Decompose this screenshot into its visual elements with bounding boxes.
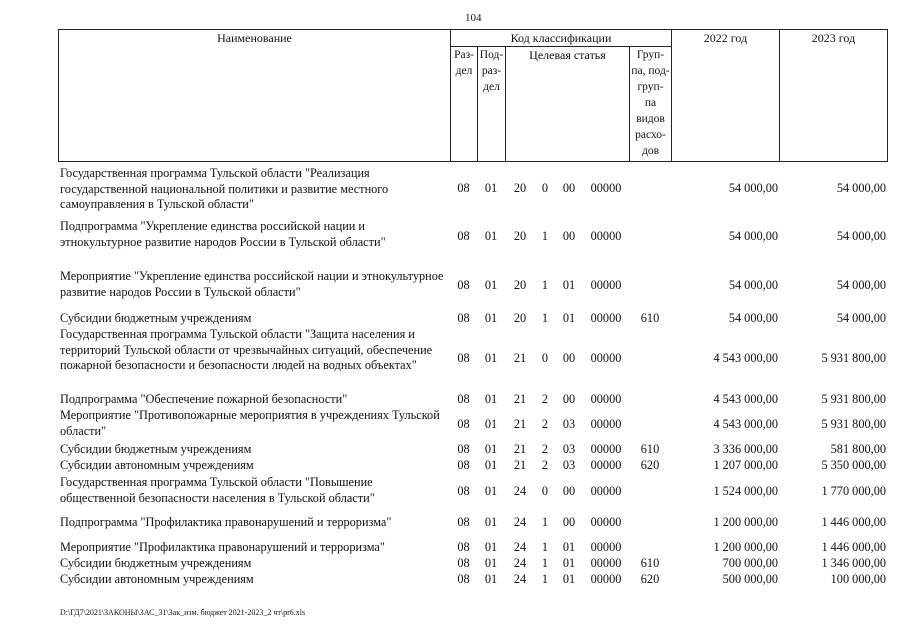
- header-classification: Код классификации: [451, 30, 672, 47]
- row-section: 08: [457, 351, 470, 365]
- row-amount-2023: 1 446 000,00: [821, 515, 886, 529]
- row-amount-2023: 54 000,00: [836, 311, 886, 325]
- row-program: 24: [513, 556, 527, 570]
- row-measure: 01: [562, 572, 576, 586]
- header-target-article: Целевая статья: [506, 47, 630, 162]
- row-section: 08: [457, 229, 470, 243]
- row-subsection: 01: [484, 484, 498, 498]
- row-measure: 01: [562, 278, 576, 292]
- table-header: [58, 29, 888, 162]
- row-direction: 00000: [590, 540, 622, 554]
- row-direction: 00000: [590, 351, 622, 365]
- row-program: 24: [513, 540, 527, 554]
- row-name: Государственная программа Тульской области "Защита населения и территорий Тульской области от чрезвычайных ситуаций, обеспечение пожарной безопасности и безопасности людей на водных объектах": [60, 327, 433, 372]
- row-direction: 00000: [590, 392, 622, 406]
- row-name: Мероприятие "Противопожарные мероприятия в учреждениях Тульской области": [60, 408, 440, 438]
- row-section: 08: [457, 278, 470, 292]
- row-subprogram: 2: [541, 458, 549, 472]
- row-subprogram: 1: [541, 311, 549, 325]
- row-program: 20: [513, 311, 527, 325]
- header-expense-group: Груп- па, под- груп- па видов расхо- дов: [630, 47, 672, 162]
- row-amount-2022: 500 000,00: [722, 572, 778, 586]
- row-expense-group: 610: [640, 556, 660, 570]
- row-amount-2023: 54 000,00: [836, 229, 886, 243]
- row-expense-group: 620: [640, 458, 660, 472]
- row-direction: 00000: [590, 458, 622, 472]
- row-subprogram: 1: [541, 229, 549, 243]
- row-section: 08: [457, 540, 470, 554]
- row-program: 21: [513, 458, 527, 472]
- row-amount-2023: 54 000,00: [836, 181, 886, 195]
- row-measure: 01: [562, 311, 576, 325]
- row-section: 08: [457, 556, 470, 570]
- row-direction: 00000: [590, 229, 622, 243]
- row-subprogram: 1: [541, 278, 549, 292]
- row-subsection: 01: [484, 278, 498, 292]
- header-year-2023: 2023 год: [780, 30, 888, 162]
- row-amount-2023: 100 000,00: [830, 572, 886, 586]
- row-section: 08: [457, 458, 470, 472]
- row-section: 08: [457, 572, 470, 586]
- row-direction: 00000: [590, 417, 622, 431]
- row-direction: 00000: [590, 572, 622, 586]
- row-name: Субсидии бюджетным учреждениям: [60, 311, 252, 325]
- row-subsection: 01: [484, 311, 498, 325]
- row-amount-2023: 581 800,00: [830, 442, 886, 456]
- row-program: 21: [513, 417, 527, 431]
- row-subsection: 01: [484, 540, 498, 554]
- row-direction: 00000: [590, 515, 622, 529]
- row-program: 24: [513, 515, 527, 529]
- row-section: 08: [457, 484, 470, 498]
- row-amount-2023: 1 770 000,00: [821, 484, 886, 498]
- row-subsection: 01: [484, 556, 498, 570]
- row-amount-2023: 5 931 800,00: [821, 392, 886, 406]
- row-measure: 00: [562, 229, 576, 243]
- row-subprogram: 1: [541, 515, 549, 529]
- row-program: 24: [513, 484, 527, 498]
- header-name: Наименование: [59, 30, 451, 162]
- row-name: Государственная программа Тульской области "Повышение общественной безопасности населения в Тульской области": [60, 475, 375, 505]
- row-amount-2023: 54 000,00: [836, 278, 886, 292]
- row-amount-2022: 1 200 000,00: [713, 515, 778, 529]
- row-subsection: 01: [484, 392, 498, 406]
- row-measure: 01: [562, 540, 576, 554]
- row-name: Мероприятие "Укрепление единства российской нации и этнокультурное развитие народов России в Тульской области": [60, 269, 444, 299]
- row-section: 08: [457, 311, 470, 325]
- row-expense-group: 610: [640, 311, 660, 325]
- row-amount-2022: 700 000,00: [722, 556, 778, 570]
- row-subprogram: 0: [541, 351, 549, 365]
- row-subprogram: 1: [541, 572, 549, 586]
- row-amount-2022: 1 524 000,00: [713, 484, 778, 498]
- row-name: Подпрограмма "Профилактика правонарушений и терроризма": [60, 515, 392, 529]
- row-measure: 03: [562, 417, 576, 431]
- row-section: 08: [457, 515, 470, 529]
- row-subprogram: 1: [541, 556, 549, 570]
- header-subsection: Под- раз- дел: [478, 47, 506, 162]
- row-subprogram: 2: [541, 442, 549, 456]
- row-subsection: 01: [484, 351, 498, 365]
- row-name: Подпрограмма "Укрепление единства российской нации и этнокультурное развитие народов России в Тульской области": [60, 219, 386, 249]
- row-direction: 00000: [590, 311, 622, 325]
- row-amount-2023: 1 446 000,00: [821, 540, 886, 554]
- row-subsection: 01: [484, 572, 498, 586]
- row-name: Мероприятие "Профилактика правонарушений и терроризма": [60, 540, 385, 554]
- row-program: 21: [513, 392, 527, 406]
- row-direction: 00000: [590, 484, 622, 498]
- row-section: 08: [457, 417, 470, 431]
- row-name: Подпрограмма "Обеспечение пожарной безопасности": [60, 392, 348, 406]
- row-measure: 03: [562, 458, 576, 472]
- row-amount-2022: 1 200 000,00: [713, 540, 778, 554]
- row-amount-2022: 3 336 000,00: [713, 442, 778, 456]
- row-subprogram: 2: [541, 417, 549, 431]
- header-year-2022: 2022 год: [672, 30, 780, 162]
- row-amount-2022: 54 000,00: [728, 311, 778, 325]
- file-path-footer: D:\ГД7\2021\ЗАКОНЫ\ЗАС_31\Зак_изм. бюджет 2021-2023_2 чт\pr6.xls: [60, 608, 306, 617]
- row-section: 08: [457, 181, 470, 195]
- row-subsection: 01: [484, 229, 498, 243]
- row-amount-2022: 4 543 000,00: [713, 417, 778, 431]
- row-name: Субсидии бюджетным учреждениям: [60, 556, 252, 570]
- row-name: Субсидии автономным учреждениям: [60, 572, 254, 586]
- row-subprogram: 0: [541, 181, 549, 195]
- page-number: 104: [465, 12, 482, 24]
- row-amount-2022: 1 207 000,00: [713, 458, 778, 472]
- row-direction: 00000: [590, 442, 622, 456]
- row-measure: 00: [562, 515, 576, 529]
- row-program: 21: [513, 351, 527, 365]
- row-measure: 00: [562, 392, 576, 406]
- row-amount-2022: 4 543 000,00: [713, 392, 778, 406]
- row-measure: 00: [562, 484, 576, 498]
- row-direction: 00000: [590, 556, 622, 570]
- row-name: Субсидии бюджетным учреждениям: [60, 442, 252, 456]
- row-section: 08: [457, 442, 470, 456]
- row-subsection: 01: [484, 417, 498, 431]
- row-amount-2023: 5 931 800,00: [821, 417, 886, 431]
- row-subsection: 01: [484, 181, 498, 195]
- row-subsection: 01: [484, 442, 498, 456]
- row-amount-2022: 54 000,00: [728, 181, 778, 195]
- row-amount-2023: 5 350 000,00: [821, 458, 886, 472]
- row-direction: 00000: [590, 278, 622, 292]
- row-name: Субсидии автономным учреждениям: [60, 458, 254, 472]
- row-amount-2022: 54 000,00: [728, 229, 778, 243]
- row-expense-group: 610: [640, 442, 660, 456]
- row-expense-group: 620: [640, 572, 660, 586]
- row-subprogram: 1: [541, 540, 549, 554]
- row-amount-2022: 4 543 000,00: [713, 351, 778, 365]
- row-subsection: 01: [484, 515, 498, 529]
- header-section: Раз- дел: [451, 47, 478, 162]
- row-program: 20: [513, 278, 527, 292]
- row-amount-2022: 54 000,00: [728, 278, 778, 292]
- row-amount-2023: 1 346 000,00: [821, 556, 886, 570]
- row-subsection: 01: [484, 458, 498, 472]
- row-measure: 00: [562, 351, 576, 365]
- row-name: Государственная программа Тульской области "Реализация государственной национальной политики и развитие местного самоуправления в Тульской области": [60, 166, 389, 211]
- row-subprogram: 2: [541, 392, 549, 406]
- row-program: 24: [513, 572, 527, 586]
- row-subprogram: 0: [541, 484, 549, 498]
- row-measure: 03: [562, 442, 576, 456]
- row-program: 20: [513, 181, 527, 195]
- row-amount-2023: 5 931 800,00: [821, 351, 886, 365]
- row-measure: 00: [562, 181, 576, 195]
- row-measure: 01: [562, 556, 576, 570]
- row-section: 08: [457, 392, 470, 406]
- row-program: 21: [513, 442, 527, 456]
- row-direction: 00000: [590, 181, 622, 195]
- row-program: 20: [513, 229, 527, 243]
